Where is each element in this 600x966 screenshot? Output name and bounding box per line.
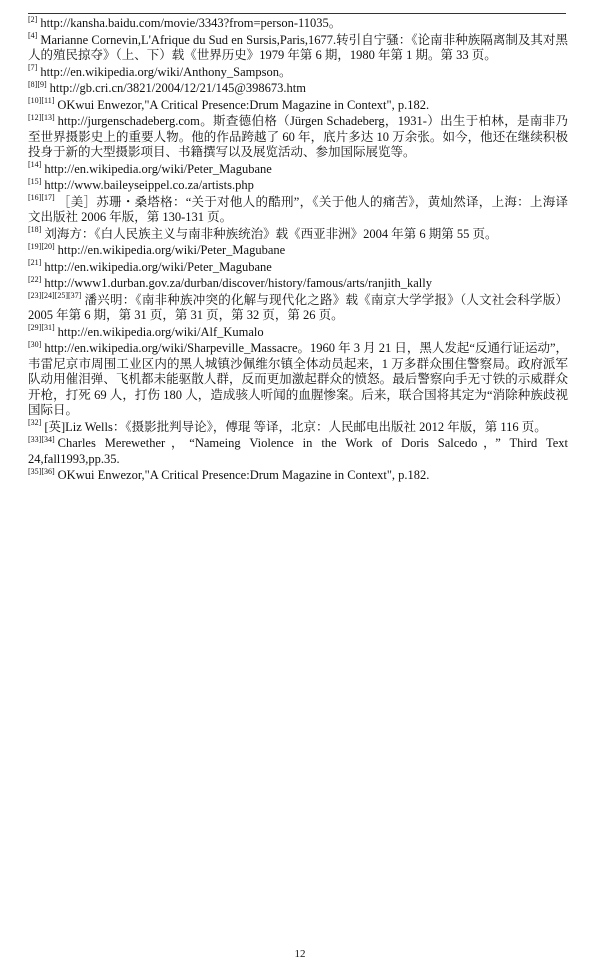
footnote-text: http://jurgenschadeberg.com。斯查德伯格（Jürgen Schadeberg，1931-）出生于柏林，是南非乃至世界摄影史上的重要人物。他的作品跨越了 60 年，底片多达 10 万余张。如今，他还在继续积极投身于新的大型摄影项目、书籍撰写以及展览活动、参加国际展览等。	[28, 114, 568, 159]
footnote-text: OKwui Enwezor,"A Critical Presence:Drum Magazine in Context", p.182.	[57, 97, 430, 112]
footnote-ref: [15]	[28, 176, 42, 186]
footnote	[28, 260, 568, 276]
footnote-ref: [16][17]	[28, 193, 55, 203]
footnote-ref: [22]	[28, 274, 42, 284]
footnote-ref: [35][36]	[28, 466, 55, 476]
footnote-ref: [7]	[28, 63, 38, 73]
footnote	[28, 98, 568, 114]
footnote	[28, 195, 568, 226]
footnote	[28, 65, 568, 81]
footnote	[28, 81, 568, 97]
footnote-ref: [18]	[28, 225, 42, 235]
footnote-text: Charles Merewether，“Nameing Violence in the Work of Doris Salcedo，” Third Text 24,fall1993,pp.35.	[28, 436, 568, 466]
footnote-ref: [21]	[28, 258, 42, 268]
footnote-text: http://en.wikipedia.org/wiki/Sharpeville_Massacre。1960 年 3 月 21 日，黑人发起“反通行证运动”，韦雷尼京市周围工业区内的黑人城镇沙佩维尔镇全体动员起来，1 万多群众围住警察局。政府派军队动用催泪弹、飞机都未能驱散人群，反而更加激起群众的愤怒。最后警察向手无寸铁的示威群众开枪，打死 69 人，打伤 180 人，造成骇人听闻的血腥惨案。后来，联合国将其定为“消除种族歧视国际日。	[28, 341, 568, 417]
footnote	[28, 468, 568, 484]
footnote-ref: [30]	[28, 339, 42, 349]
footnote-ref: [33][34]	[28, 434, 55, 444]
footnote-text: http://en.wikipedia.org/wiki/Anthony_Sampson。	[40, 64, 292, 79]
footnote-ref: [23][24][25][37]	[28, 291, 82, 301]
footnote-ref: [19][20]	[28, 241, 55, 251]
footnote-text: 潘兴明：《南非种族冲突的化解与现代化之路》载《南京大学学报》（人文社会科学版）2005 年第 6 期，第 31 页，第 31 页，第 32 页，第 26 页。	[28, 292, 568, 322]
footnote-ref: [8][9]	[28, 79, 47, 89]
footnote-text: http://www1.durban.gov.za/durban/discover/history/famous/arts/ranjith_kally	[44, 276, 432, 290]
footnote-ref: [12][13]	[28, 112, 55, 122]
footnote-ref: [2]	[28, 14, 38, 24]
footnote-text: http://en.wikipedia.org/wiki/Peter_Magubane	[44, 259, 272, 274]
footnote-text: 刘海方：《白人民族主义与南非种族统治》载《西亚非洲》2004 年第 6 期第 55 页。	[44, 226, 498, 241]
footnote-ref: [29][31]	[28, 323, 55, 333]
footnote-text: http://kansha.baidu.com/movie/3343?from=person-11035。	[40, 16, 342, 30]
footnote	[28, 420, 568, 436]
footnote	[28, 227, 568, 243]
footnotes-list	[28, 16, 568, 484]
footnote	[28, 33, 568, 64]
footnote	[28, 341, 568, 419]
footnote-ref: [14]	[28, 160, 42, 170]
footnote	[28, 16, 568, 32]
footnote-ref: [10][11]	[28, 96, 55, 106]
footnote-text: http://en.wikipedia.org/wiki/Peter_Magubane	[44, 161, 272, 176]
footnote-text: http://gb.cri.cn/3821/2004/12/21/145@398673.htm	[49, 81, 306, 95]
footnote	[28, 114, 568, 161]
page-number: 12	[294, 948, 306, 960]
footnote-text: Marianne Cornevin,L'Afrique du Sud en Sursis,Paris,1677.转引自宁骚：《论南非种族隔离制及其对黑人的殖民掠夺》（上、下）载《世界历史》1979 年第 6 期，1980 年第 1 期。第 33 页。	[28, 32, 568, 62]
footnote	[28, 243, 568, 259]
footnote-text: [英]Liz Wells：《摄影批判导论》，傅琨 等译，北京：人民邮电出版社 2012 年版，第 116 页。	[44, 419, 547, 434]
footnote-text: http://www.baileyseippel.co.za/artists.php	[44, 178, 254, 192]
footnote	[28, 276, 568, 292]
footnote-text: ［美］苏珊・桑塔格：“关于对他人的酷刑”，《关于他人的痛苦》，黄灿然译，上海：上海译文出版社 2006 年版，第 130-131 页。	[28, 194, 568, 224]
footnote-ref: [32]	[28, 418, 42, 428]
footnote-separator	[28, 13, 566, 14]
footnote	[28, 293, 568, 324]
footnote	[28, 436, 568, 467]
footnote-ref: [4]	[28, 31, 38, 41]
footnote-text: http://en.wikipedia.org/wiki/Alf_Kumalo	[57, 324, 264, 339]
footnote-text: http://en.wikipedia.org/wiki/Peter_Magubane	[57, 243, 286, 257]
footnote-text: OKwui Enwezor,"A Critical Presence:Drum Magazine in Context", p.182.	[57, 468, 430, 482]
footnote	[28, 178, 568, 194]
footnote	[28, 162, 568, 178]
footnote	[28, 325, 568, 341]
